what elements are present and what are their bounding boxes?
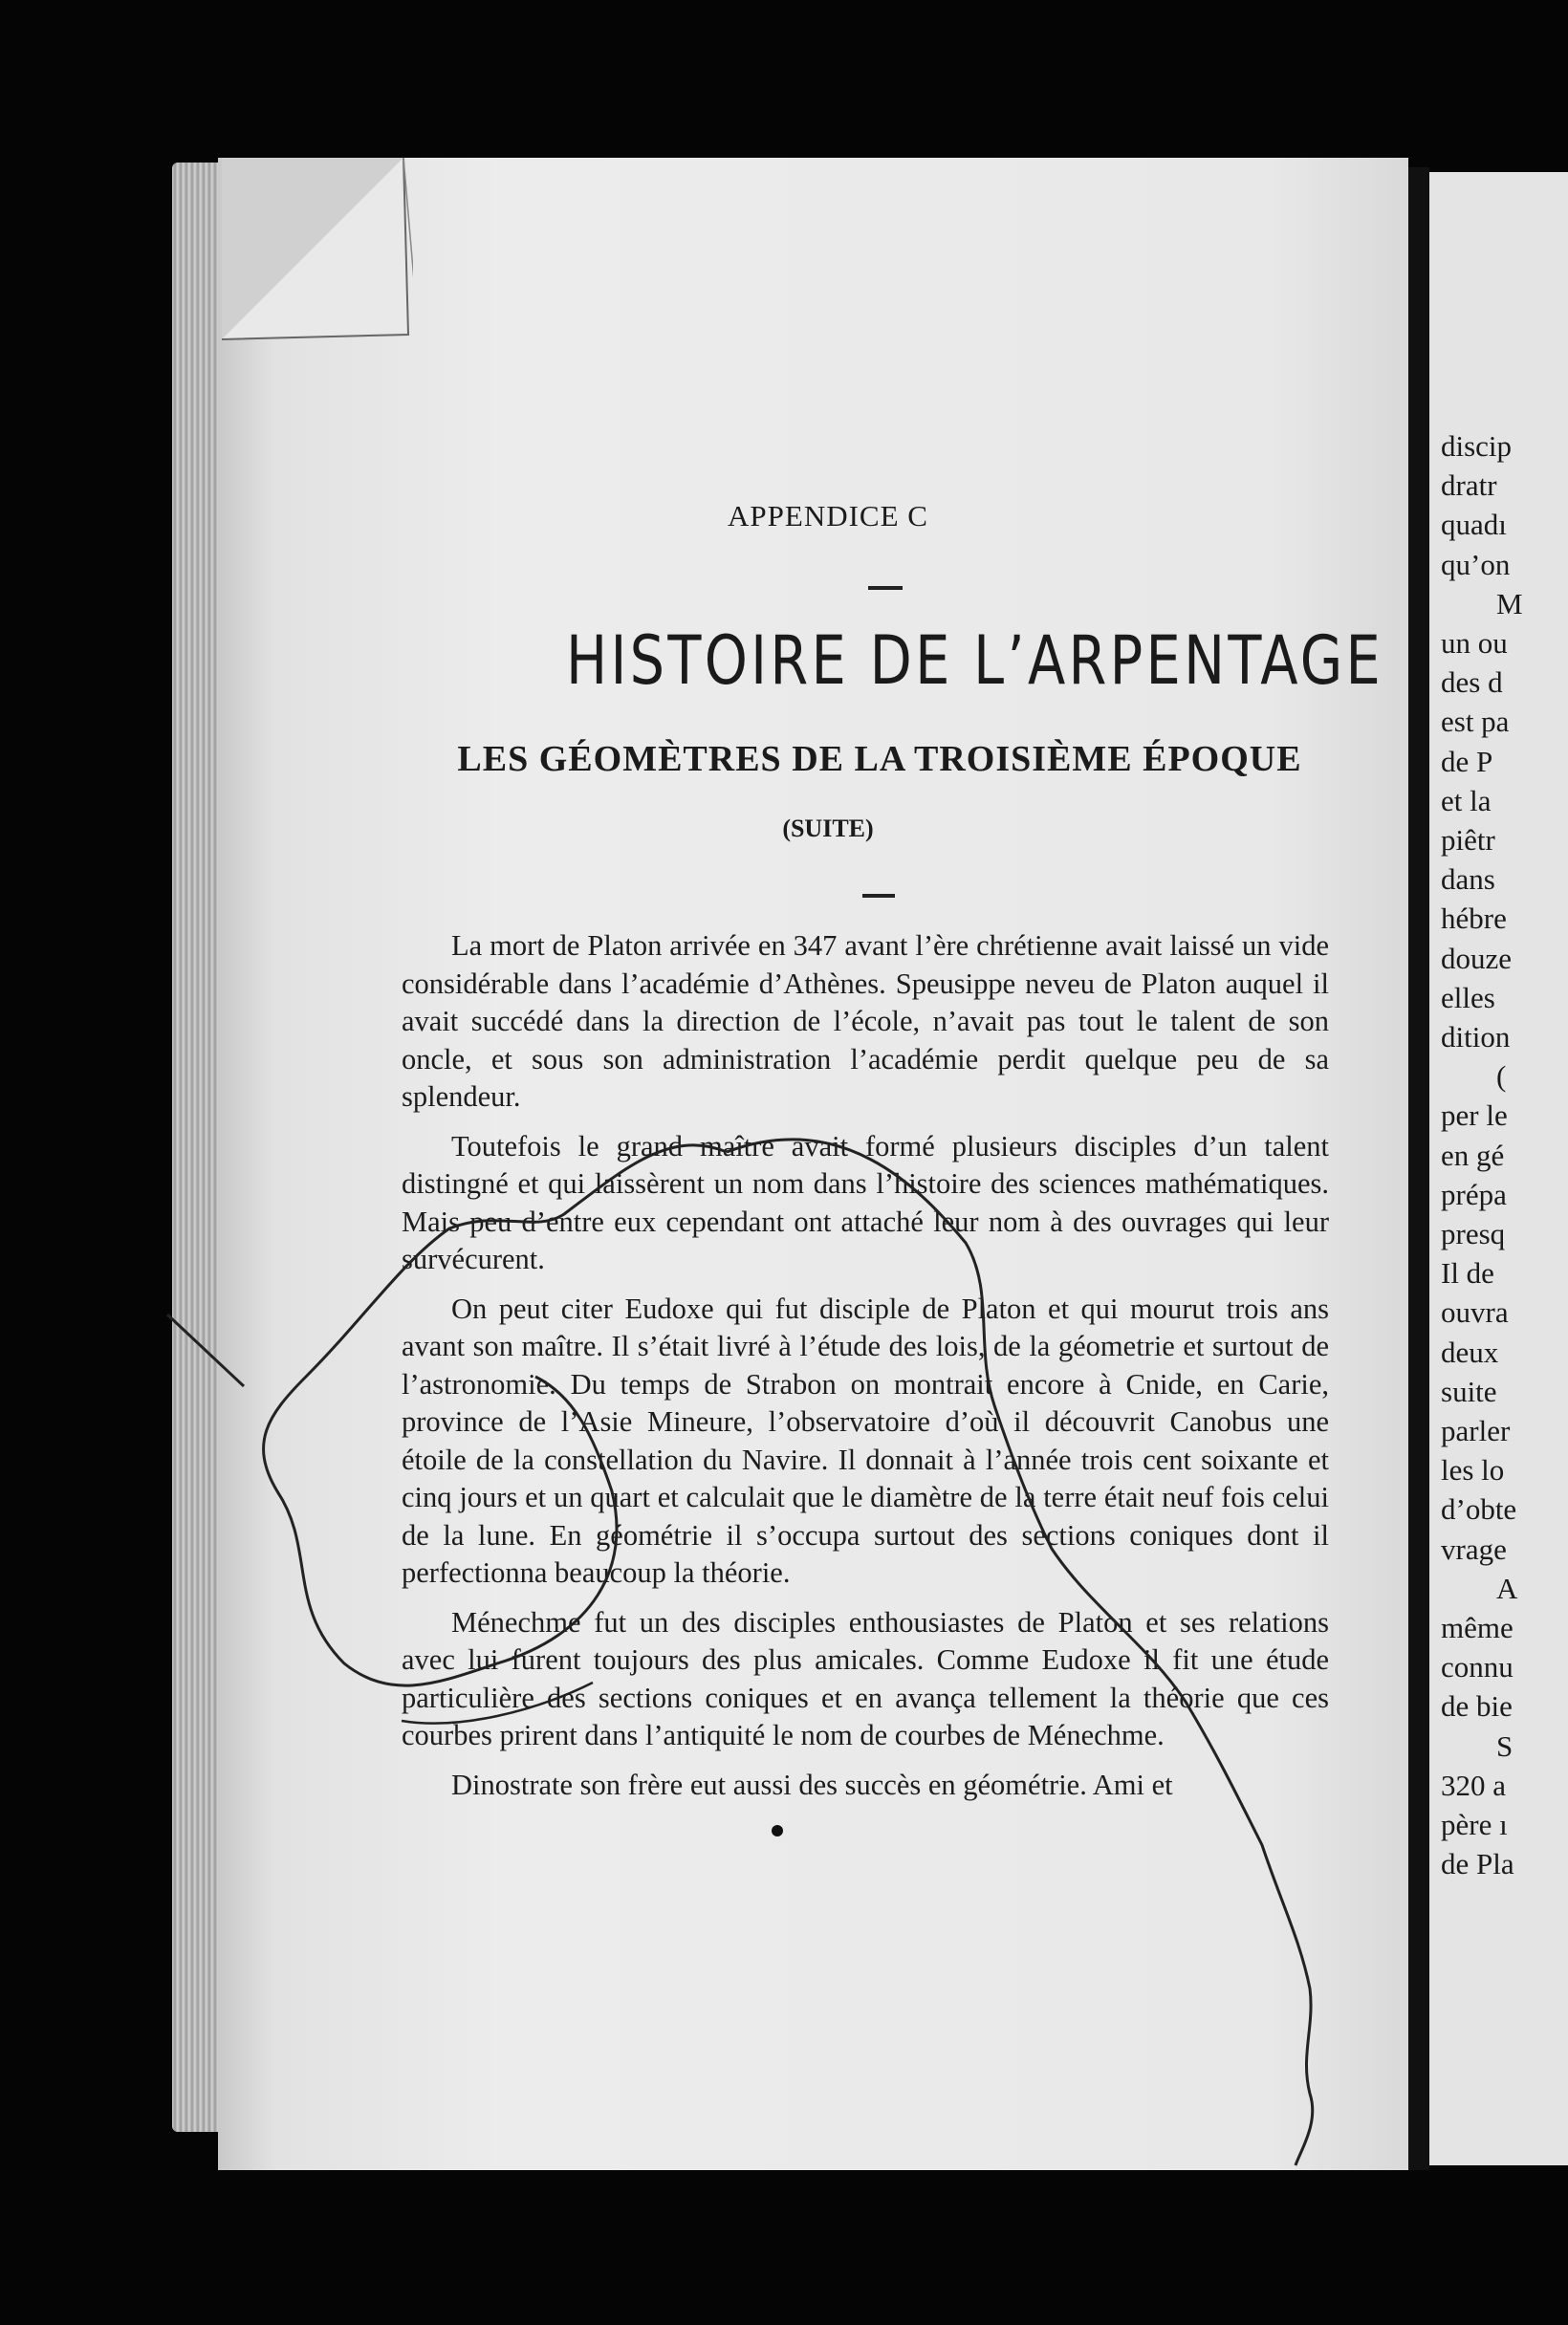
facing-page-line: en gé: [1441, 1138, 1505, 1172]
facing-page-line: hébre: [1441, 902, 1507, 936]
facing-page-line: connu: [1441, 1650, 1514, 1684]
facing-page-line: de Pla: [1441, 1847, 1514, 1881]
facing-page-line: ouvra: [1441, 1295, 1509, 1330]
facing-page-line: A: [1496, 1571, 1518, 1605]
facing-page-line: M: [1496, 586, 1523, 620]
facing-page-line: piêtr: [1441, 823, 1495, 857]
paragraph: La mort de Platon arrivée en 347 avant l’ère chrétienne avait laissé un vide considérable dans l’académie d’Athènes. Speusippe neveu de Platon auquel il avait succédé dans la direction de l’école, n’avait pas tout le talent de son oncle, et sous son administration l’académie perdit quelque peu de sa splendeur.: [402, 929, 1329, 1113]
page-subtitle: LES GÉOMÈTRES DE LA TROISIÈME ÉPOQUE: [457, 739, 1302, 779]
facing-page-line: presq: [1441, 1217, 1506, 1250]
facing-page-line: un ou: [1441, 626, 1508, 660]
separator-rule: [868, 586, 903, 590]
facing-page-line: douze: [1441, 941, 1513, 975]
facing-page-line: S: [1496, 1728, 1514, 1763]
facing-page-line: est pa: [1441, 705, 1510, 739]
separator-rule: [862, 894, 895, 898]
facing-page-line: prépa: [1441, 1177, 1507, 1211]
book-gutter: [1408, 167, 1429, 2170]
paragraph: On peut citer Eudoxe qui fut disciple de Platon et qui mourut trois ans avant son maître. Il s’était livré à l’étude des lois, de la géometrie et surtout de l’astronomie. Du temps de Strabon on montrait encore à Cnide, en Carie, province de l’Asie Mineure, l’observatoire d’où il découvrit Canobus une étoile de la constellation du Navire. Il donnait à l’année trois cent soixante et cinq jours et un quart et calculait que le diamètre de la terre était neuf fois celui de la lune. En géométrie il s’occupa surtout des sections coniques dont il perfectionna beaucoup la théorie.: [402, 1292, 1329, 1589]
facing-page-line: de P: [1441, 744, 1493, 778]
facing-page-line: dition: [1441, 1020, 1511, 1054]
facing-page-line: de bie: [1441, 1689, 1513, 1724]
paragraph: Dinostrate son frère eut aussi des succès en géométrie. Ami et: [451, 1768, 1173, 1801]
facing-page-line: discip: [1441, 429, 1513, 463]
body-text: [402, 927, 1329, 1815]
facing-page-line: deux: [1441, 1335, 1499, 1369]
folded-corner: [222, 158, 413, 349]
facing-page-line: père ı: [1441, 1808, 1508, 1841]
facing-page-line: vrage: [1441, 1532, 1507, 1566]
facing-page-line: même: [1441, 1611, 1514, 1644]
facing-page-line: quadı: [1441, 508, 1507, 542]
paragraph: Toutefois le grand maître avait formé plusieurs disciples d’un talent distingné et qui laissèrent un nom dans l’histoire des sciences mathématiques. Mais peu d’entre eux cependant ont attaché leur nom à des ouvrages qui leur survécurent.: [402, 1129, 1329, 1275]
facing-page-line: elles: [1441, 980, 1495, 1014]
facing-page-line: les lo: [1441, 1453, 1505, 1488]
appendix-label: APPENDICE C: [728, 499, 928, 532]
facing-page-line: qu’on: [1441, 547, 1511, 581]
facing-page-line: Il de: [1441, 1256, 1494, 1291]
facing-page-line: des d: [1441, 665, 1503, 700]
facing-page-line: dratr: [1441, 468, 1497, 503]
facing-page: [1429, 172, 1568, 2165]
facing-page-line: parler: [1441, 1414, 1511, 1447]
facing-page-line: (: [1496, 1059, 1507, 1094]
facing-page-line: et la: [1441, 783, 1492, 817]
facing-page-line: suite: [1441, 1374, 1497, 1408]
paragraph: Ménechme fut un des disciples enthousiastes de Platon et ses relations avec lui furent toujours des plus amicales. Comme Eudoxe il fit une étude particulière des sections coniques et en avança tellement la théorie que ces courbes prirent dans l’antiquité le nom de courbes de Ménechme.: [402, 1605, 1329, 1751]
facing-page-line: 320 a: [1441, 1768, 1507, 1802]
facing-page-line: dans: [1441, 862, 1495, 897]
facing-page-line: d’obte: [1441, 1492, 1517, 1527]
continuation-label: (SUITE): [782, 815, 874, 842]
facing-page-line: per le: [1441, 1098, 1508, 1133]
page-title: HISTOIRE DE L’ARPENTAGE: [566, 621, 1384, 700]
